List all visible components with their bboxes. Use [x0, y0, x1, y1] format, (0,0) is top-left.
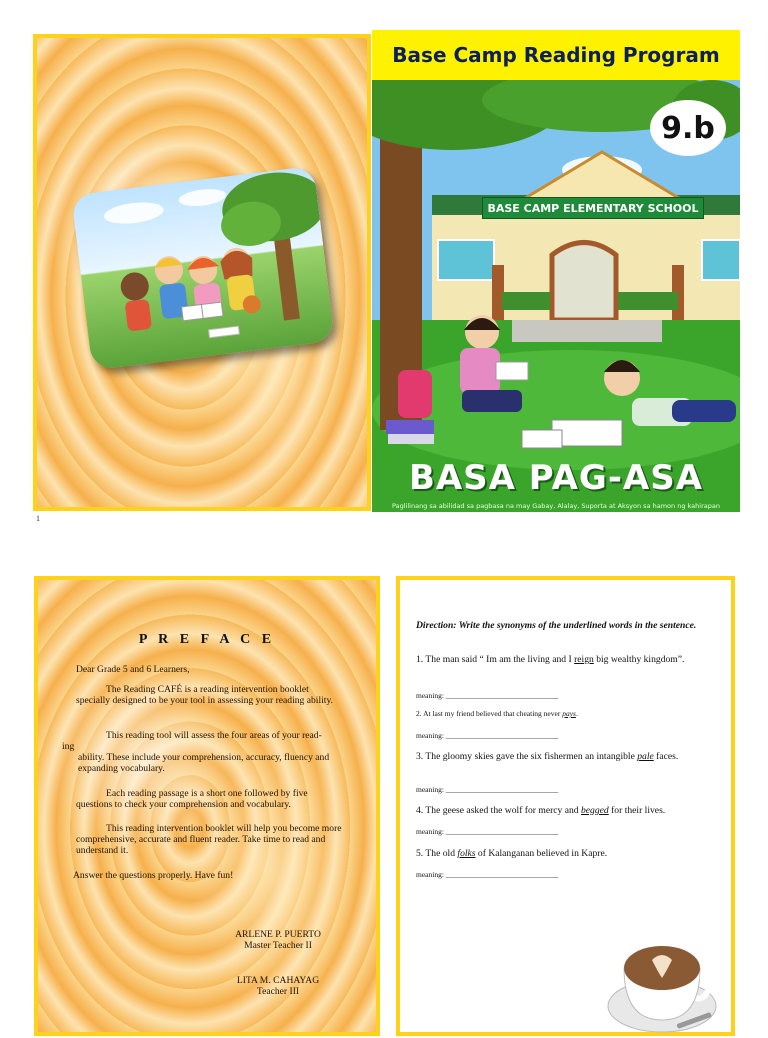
- level-badge-label: 9.b: [661, 110, 715, 146]
- underlined-word-4: begged: [581, 805, 609, 816]
- cover-tagline-text: Paglilinang sa abilidad sa pagbasa na may Gabay, Alalay, Suporta at Aksyon sa hamon ng kahirapan: [392, 502, 720, 510]
- preface-heading: P R E F A C E: [138, 632, 276, 647]
- underlined-word-2: pays: [562, 709, 576, 718]
- page-number: 1: [36, 514, 40, 523]
- signatory-2: [208, 975, 348, 997]
- signatory-1-title: Master Teacher II: [244, 940, 312, 951]
- exercise-direction: Direction: Write the synonyms of the underlined words in the sentence.: [416, 620, 697, 631]
- signatory-1-name: ARLENE P. PUERTO: [235, 929, 321, 940]
- underlined-word-5: folks: [457, 848, 476, 859]
- signatory-1: [208, 929, 348, 951]
- preface-paragraph-2a: This reading tool will assess the four areas of your read-: [106, 730, 322, 741]
- answer-line-4[interactable]: meaning: ______________________________: [416, 827, 559, 836]
- question-1: 1. The man said “ Im am the living and I reign big wealthy kingdom”.: [416, 654, 685, 665]
- preface-paragraph-2b: ing: [62, 741, 75, 752]
- level-badge: [650, 100, 726, 156]
- underlined-word-3: pale: [637, 751, 654, 762]
- program-title-bar: [372, 30, 740, 80]
- school-sign: [482, 197, 704, 219]
- question-4: 4. The geese asked the wolf for mercy and begged for their lives.: [416, 805, 666, 816]
- main-title: [372, 458, 740, 498]
- preface-panel: [34, 576, 380, 1036]
- question-5: 5. The old folks of Kalanganan believed in Kapre.: [416, 848, 608, 859]
- main-title-text: BASA PAG-ASA: [408, 458, 704, 498]
- preface-closing: Answer the questions properly. Have fun!: [73, 870, 234, 881]
- question-3: 3. The gloomy skies gave the six fishermen an intangible pale faces.: [416, 751, 679, 762]
- preface-paragraph-2c: ability. These include your comprehension, accuracy, fluency and expanding vocabulary.: [78, 752, 330, 774]
- decorative-cover-panel: [33, 34, 371, 511]
- answer-line-3[interactable]: meaning: ______________________________: [416, 785, 559, 794]
- signatory-2-name: LITA M. CAHAYAG: [236, 975, 320, 986]
- signatory-2-title: Teacher III: [256, 986, 300, 997]
- cover-tagline: [372, 495, 740, 512]
- preface-salutation: Dear Grade 5 and 6 Learners,: [76, 664, 190, 675]
- preface-paragraph-3: Each reading passage is a short one followed by five questions to check your comprehension and vocabulary.: [76, 788, 308, 810]
- preface-paragraph-4: This reading intervention booklet will help you become more comprehensive, accurate and fluent reader. Take time to read and understand it.: [76, 823, 342, 856]
- answer-line-5[interactable]: meaning: ______________________________: [416, 870, 559, 879]
- answer-line-2[interactable]: meaning: ______________________________: [416, 731, 559, 740]
- coffee-cup-icon: [606, 928, 718, 1038]
- question-2: 2. At last my friend believed that cheating never pays.: [416, 709, 578, 718]
- front-cover-panel: [372, 30, 740, 512]
- children-reading-illustration: [71, 166, 335, 370]
- preface-paragraph-1: The Reading CAFÉ is a reading intervention booklet specially designed to be your tool in assessing your reading ability.: [76, 684, 334, 706]
- children-reading-picture: [71, 166, 335, 370]
- underlined-word-1: reign: [574, 654, 594, 665]
- answer-line-1[interactable]: meaning: ______________________________: [416, 691, 559, 700]
- school-sign-label: BASE CAMP ELEMENTARY SCHOOL: [487, 201, 699, 215]
- exercise-panel: [396, 576, 735, 1036]
- program-title: Base Camp Reading Program: [392, 43, 720, 67]
